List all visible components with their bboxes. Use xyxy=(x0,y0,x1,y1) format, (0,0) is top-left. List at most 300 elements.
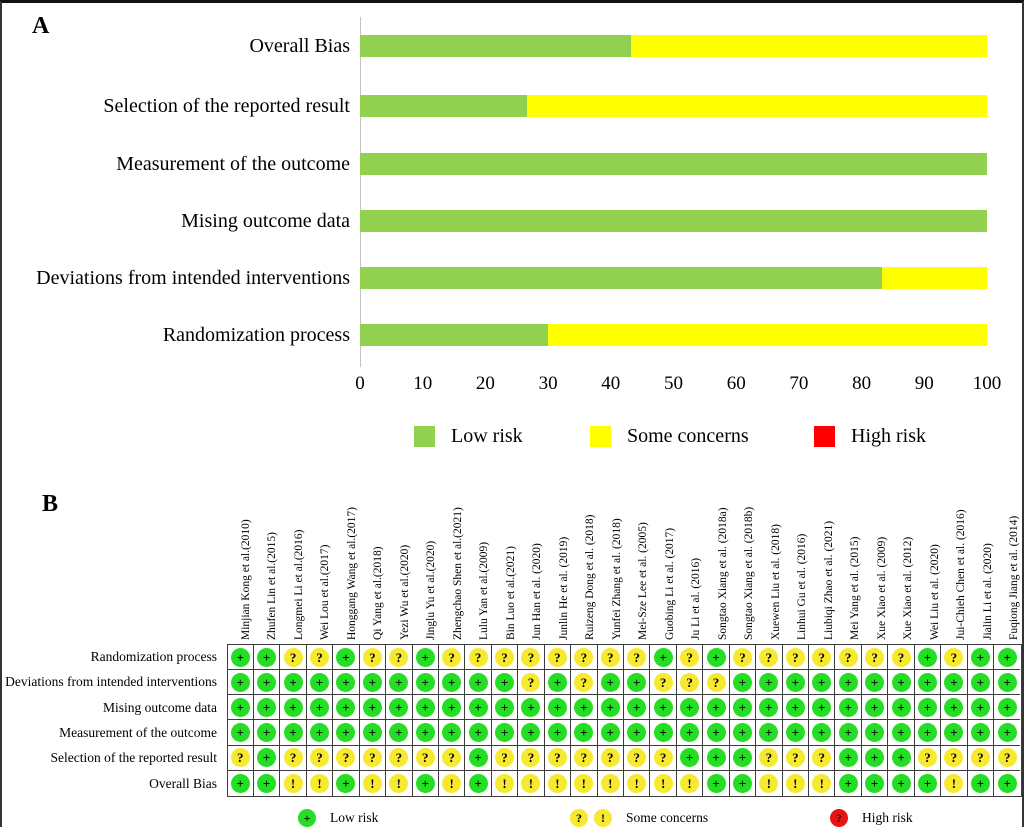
bar-segment-low-risk xyxy=(360,35,631,57)
grid-cell xyxy=(888,771,914,796)
grid-cell xyxy=(888,720,914,745)
grid-cell xyxy=(598,771,624,796)
grid-cell xyxy=(386,771,412,796)
low-risk-plus-circle: + xyxy=(865,698,884,717)
grid-cell xyxy=(439,670,465,695)
bar-segment-some-concerns xyxy=(548,324,987,346)
grid-cell xyxy=(968,746,994,771)
bar-row xyxy=(360,324,987,346)
some-concerns-question-circle: ? xyxy=(654,673,673,692)
x-axis-tick-label: 40 xyxy=(601,373,621,394)
grid-cell xyxy=(915,645,941,670)
study-column-header: Mei-Sze Lee et al. (2005) xyxy=(637,522,649,640)
study-column-header: Lulu Yan et al.(2009) xyxy=(478,541,490,640)
some-concerns-exclaim-circle: ! xyxy=(310,774,329,793)
grid-cell xyxy=(598,695,624,720)
some-concerns-question-circle: ? xyxy=(812,648,831,667)
some-concerns-question-circle: ? xyxy=(363,748,382,767)
low-risk-plus-circle: + xyxy=(680,698,699,717)
grid-cell xyxy=(518,695,544,720)
bar-row xyxy=(360,35,987,57)
x-axis-tick-label: 0 xyxy=(355,373,365,394)
study-column-header: Wei Lou et al.(2017) xyxy=(319,544,331,640)
grid-cell xyxy=(968,695,994,720)
panel-b-legend-item xyxy=(570,808,708,827)
low-risk-plus-circle: + xyxy=(654,648,673,667)
grid-cell xyxy=(677,645,703,670)
low-risk-plus-circle: + xyxy=(918,648,937,667)
grid-cell xyxy=(677,695,703,720)
some-concerns-question-circle: ? xyxy=(654,748,673,767)
x-axis-tick-label: 90 xyxy=(914,373,934,394)
study-column-header: Liubiqi Zhao et al. (2021) xyxy=(822,520,835,640)
panel-b-traffic-light-grid xyxy=(227,644,1022,797)
grid-cell xyxy=(835,670,861,695)
low-risk-plus-circle: + xyxy=(759,698,778,717)
low-risk-plus-circle: + xyxy=(786,673,805,692)
some-concerns-question-circle: ? xyxy=(574,648,593,667)
some-concerns-question-circle: ? xyxy=(389,748,408,767)
some-concerns-question-circle: ? xyxy=(521,748,540,767)
some-concerns-exclaim-circle: ! xyxy=(759,774,778,793)
grid-cell xyxy=(968,645,994,670)
panel-b-legend-circle: + xyxy=(298,809,316,827)
low-risk-plus-circle: + xyxy=(707,748,726,767)
grid-cell xyxy=(941,746,967,771)
low-risk-plus-circle: + xyxy=(839,673,858,692)
low-risk-plus-circle: + xyxy=(442,723,461,742)
some-concerns-question-circle: ? xyxy=(310,748,329,767)
low-risk-plus-circle: + xyxy=(865,748,884,767)
grid-cell xyxy=(413,670,439,695)
low-risk-plus-circle: + xyxy=(707,648,726,667)
grid-cell xyxy=(888,645,914,670)
low-risk-plus-circle: + xyxy=(839,774,858,793)
grid-cell xyxy=(492,720,518,745)
grid-cell xyxy=(280,645,306,670)
some-concerns-question-circle: ? xyxy=(680,673,699,692)
grid-cell xyxy=(703,746,729,771)
some-concerns-question-circle: ? xyxy=(707,673,726,692)
low-risk-plus-circle: + xyxy=(257,774,276,793)
grid-cell xyxy=(360,645,386,670)
some-concerns-question-circle: ? xyxy=(574,748,593,767)
grid-cell xyxy=(756,695,782,720)
grid-cell xyxy=(228,771,254,796)
low-risk-plus-circle: + xyxy=(707,698,726,717)
some-concerns-exclaim-circle: ! xyxy=(363,774,382,793)
panel-b-legend-label: High risk xyxy=(862,810,913,825)
panel-a-legend-label: Low risk xyxy=(451,424,523,447)
grid-cell xyxy=(783,746,809,771)
grid-cell xyxy=(413,771,439,796)
low-risk-plus-circle: + xyxy=(416,673,435,692)
some-concerns-question-circle: ? xyxy=(495,648,514,667)
grid-cell xyxy=(941,695,967,720)
grid-cell xyxy=(994,670,1020,695)
low-risk-plus-circle: + xyxy=(998,648,1017,667)
low-risk-plus-circle: + xyxy=(548,698,567,717)
low-risk-plus-circle: + xyxy=(469,698,488,717)
some-risk-swatch xyxy=(590,426,611,447)
low-risk-plus-circle: + xyxy=(601,723,620,742)
low-risk-plus-circle: + xyxy=(918,698,937,717)
low-risk-plus-circle: + xyxy=(495,698,514,717)
grid-cell xyxy=(835,695,861,720)
study-column-header: Zhengchao Shen et al.(2021) xyxy=(451,507,464,640)
low-risk-plus-circle: + xyxy=(469,673,488,692)
low-risk-plus-circle: + xyxy=(389,673,408,692)
grid-cell xyxy=(809,720,835,745)
some-concerns-question-circle: ? xyxy=(310,648,329,667)
low-risk-plus-circle: + xyxy=(627,673,646,692)
low-risk-plus-circle: + xyxy=(336,774,355,793)
some-concerns-exclaim-circle: ! xyxy=(654,774,673,793)
grid-cell xyxy=(545,670,571,695)
low-risk-plus-circle: + xyxy=(918,774,937,793)
low-risk-plus-circle: + xyxy=(998,698,1017,717)
grid-cell xyxy=(360,771,386,796)
grid-cell xyxy=(465,746,491,771)
low-risk-plus-circle: + xyxy=(918,673,937,692)
grid-cell xyxy=(413,695,439,720)
grid-cell xyxy=(571,670,597,695)
grid-cell xyxy=(756,645,782,670)
grid-cell xyxy=(783,695,809,720)
some-concerns-exclaim-circle: ! xyxy=(627,774,646,793)
grid-cell xyxy=(809,746,835,771)
some-concerns-question-circle: ? xyxy=(998,748,1017,767)
study-column-header: Jinglu Yu et al.(2020) xyxy=(425,540,437,640)
some-concerns-question-circle: ? xyxy=(231,748,250,767)
low-risk-plus-circle: + xyxy=(336,698,355,717)
grid-cell xyxy=(413,746,439,771)
study-column-header: Ruizeng Dong et al. (2018) xyxy=(584,514,596,640)
some-concerns-question-circle: ? xyxy=(786,648,805,667)
some-concerns-question-circle: ? xyxy=(759,648,778,667)
low-risk-plus-circle: + xyxy=(442,698,461,717)
domain-row-label: Selection of the reported result xyxy=(50,750,217,766)
grid-cell xyxy=(783,645,809,670)
low-risk-plus-circle: + xyxy=(627,698,646,717)
low-risk-plus-circle: + xyxy=(839,698,858,717)
grid-cell xyxy=(994,771,1020,796)
low-risk-plus-circle: + xyxy=(839,748,858,767)
grid-cell xyxy=(280,695,306,720)
grid-cell xyxy=(307,695,333,720)
grid-cell xyxy=(730,720,756,745)
panel-b-legend-item xyxy=(298,808,378,827)
grid-cell xyxy=(598,720,624,745)
low-risk-plus-circle: + xyxy=(284,723,303,742)
grid-cell xyxy=(360,720,386,745)
low-risk-plus-circle: + xyxy=(865,723,884,742)
grid-cell xyxy=(254,746,280,771)
study-column-header: Fuqiong Jiang et al. (2014) xyxy=(1008,515,1020,640)
grid-cell xyxy=(492,695,518,720)
low-risk-plus-circle: + xyxy=(971,673,990,692)
some-concerns-question-circle: ? xyxy=(284,748,303,767)
high-risk-swatch xyxy=(814,426,835,447)
some-concerns-question-circle: ? xyxy=(601,648,620,667)
x-axis-tick-label: 20 xyxy=(475,373,495,394)
study-column-header: Songtao Xiang et al. (2018a) xyxy=(716,507,729,640)
grid-cell xyxy=(280,720,306,745)
low-risk-plus-circle: + xyxy=(759,673,778,692)
low-risk-plus-circle: + xyxy=(812,723,831,742)
grid-cell xyxy=(465,695,491,720)
some-concerns-question-circle: ? xyxy=(574,673,593,692)
grid-cell xyxy=(492,670,518,695)
study-column-header: Xue Xiao et al. (2012) xyxy=(902,536,914,640)
low-risk-plus-circle: + xyxy=(521,723,540,742)
grid-cell xyxy=(862,720,888,745)
grid-cell xyxy=(650,771,676,796)
grid-cell xyxy=(571,720,597,745)
some-concerns-question-circle: ? xyxy=(548,648,567,667)
low-risk-plus-circle: + xyxy=(707,723,726,742)
grid-cell xyxy=(756,771,782,796)
grid-cell xyxy=(835,645,861,670)
grid-cell xyxy=(360,746,386,771)
grid-cell xyxy=(386,670,412,695)
grid-cell xyxy=(994,695,1020,720)
grid-cell xyxy=(492,771,518,796)
grid-cell xyxy=(545,746,571,771)
study-column-header: Qi Yang et al.(2018) xyxy=(372,546,384,640)
grid-cell xyxy=(677,771,703,796)
study-column-header: Junlin He et al. (2019) xyxy=(557,536,570,640)
domain-row-label: Overall Bias xyxy=(149,775,217,791)
grid-cell xyxy=(650,695,676,720)
grid-cell xyxy=(598,645,624,670)
low-risk-plus-circle: + xyxy=(416,723,435,742)
low-risk-plus-circle: + xyxy=(892,748,911,767)
low-risk-plus-circle: + xyxy=(310,673,329,692)
grid-cell xyxy=(756,720,782,745)
low-risk-plus-circle: + xyxy=(601,698,620,717)
grid-cell xyxy=(571,695,597,720)
grid-cell xyxy=(545,771,571,796)
grid-cell xyxy=(941,670,967,695)
low-risk-plus-circle: + xyxy=(680,748,699,767)
some-concerns-question-circle: ? xyxy=(442,748,461,767)
grid-cell xyxy=(439,695,465,720)
grid-cell xyxy=(598,670,624,695)
low-risk-plus-circle: + xyxy=(733,748,752,767)
low-risk-plus-circle: + xyxy=(812,698,831,717)
grid-cell xyxy=(333,746,359,771)
study-column-header: Mei Yang et al. (2015) xyxy=(849,536,861,640)
bar-segment-low-risk xyxy=(360,153,987,175)
low-risk-plus-circle: + xyxy=(469,723,488,742)
study-column-header: Linhui Gu et al. (2016) xyxy=(796,533,808,640)
grid-cell xyxy=(915,695,941,720)
low-risk-plus-circle: + xyxy=(257,648,276,667)
grid-cell xyxy=(228,695,254,720)
panel-a-label: A xyxy=(32,13,50,39)
grid-cell xyxy=(624,720,650,745)
low-risk-plus-circle: + xyxy=(971,723,990,742)
some-concerns-question-circle: ? xyxy=(812,748,831,767)
grid-cell xyxy=(439,720,465,745)
grid-cell xyxy=(862,746,888,771)
low-risk-plus-circle: + xyxy=(231,774,250,793)
low-risk-plus-circle: + xyxy=(733,698,752,717)
panel-b-label: B xyxy=(42,491,59,517)
bar-segment-low-risk xyxy=(360,267,882,289)
some-concerns-exclaim-circle: ! xyxy=(521,774,540,793)
low-risk-plus-circle: + xyxy=(416,774,435,793)
bar-category-label: Selection of the reported result xyxy=(103,95,350,117)
some-concerns-exclaim-circle: ! xyxy=(389,774,408,793)
bar-category-label: Deviations from intended interventions xyxy=(36,267,350,289)
low-risk-plus-circle: + xyxy=(310,698,329,717)
bar-category-label: Mising outcome data xyxy=(181,210,350,232)
low-risk-plus-circle: + xyxy=(892,698,911,717)
grid-cell xyxy=(254,645,280,670)
grid-cell xyxy=(280,746,306,771)
grid-cell xyxy=(571,771,597,796)
grid-cell xyxy=(518,746,544,771)
grid-cell xyxy=(703,771,729,796)
panel-a-legend-item xyxy=(414,424,523,448)
grid-cell xyxy=(307,746,333,771)
some-concerns-question-circle: ? xyxy=(759,748,778,767)
study-column-header: Zhufen Lin et al.(2015) xyxy=(266,532,278,640)
low-risk-plus-circle: + xyxy=(971,648,990,667)
low-risk-plus-circle: + xyxy=(257,723,276,742)
low-risk-plus-circle: + xyxy=(257,698,276,717)
low-risk-plus-circle: + xyxy=(469,774,488,793)
panel-b-legend-circle: ? xyxy=(570,809,588,827)
grid-cell xyxy=(333,720,359,745)
low-risk-plus-circle: + xyxy=(231,698,250,717)
grid-cell xyxy=(809,645,835,670)
grid-cell xyxy=(228,720,254,745)
low-risk-plus-circle: + xyxy=(363,723,382,742)
low-risk-plus-circle: + xyxy=(865,774,884,793)
some-concerns-question-circle: ? xyxy=(469,648,488,667)
study-column-header: Minjian Kong et al.(2010) xyxy=(239,519,252,640)
study-column-header: Bin Luo et al.(2021) xyxy=(504,546,517,640)
study-column-header: Wei Liu et al. (2020) xyxy=(928,544,941,640)
grid-cell xyxy=(941,771,967,796)
grid-cell xyxy=(360,670,386,695)
low-risk-plus-circle: + xyxy=(812,673,831,692)
some-concerns-question-circle: ? xyxy=(495,748,514,767)
grid-cell xyxy=(994,746,1020,771)
grid-cell xyxy=(492,746,518,771)
some-concerns-question-circle: ? xyxy=(918,748,937,767)
grid-cell xyxy=(888,695,914,720)
panel-b-legend-item xyxy=(830,808,913,827)
low-risk-plus-circle: + xyxy=(257,673,276,692)
bar-row xyxy=(360,210,987,232)
study-column-header: Jun Han et al. (2020) xyxy=(531,543,543,640)
domain-row-label: Mising outcome data xyxy=(103,699,217,715)
grid-cell xyxy=(228,670,254,695)
grid-cell xyxy=(783,670,809,695)
grid-cell xyxy=(677,746,703,771)
grid-cell xyxy=(862,771,888,796)
grid-cell xyxy=(915,670,941,695)
grid-cell xyxy=(571,746,597,771)
grid-cell xyxy=(386,695,412,720)
bar-category-label: Overall Bias xyxy=(249,35,350,57)
panel-a-legend-item xyxy=(814,424,926,448)
study-column-header: Guobing Li et al. (2017) xyxy=(663,527,676,640)
low-risk-plus-circle: + xyxy=(231,648,250,667)
grid-cell xyxy=(941,645,967,670)
grid-cell xyxy=(650,670,676,695)
some-concerns-question-circle: ? xyxy=(601,748,620,767)
grid-cell xyxy=(650,746,676,771)
grid-cell xyxy=(730,670,756,695)
grid-cell xyxy=(624,771,650,796)
low-risk-plus-circle: + xyxy=(944,673,963,692)
panel-b-legend-circle: ! xyxy=(594,809,612,827)
grid-cell xyxy=(518,771,544,796)
low-risk-plus-circle: + xyxy=(707,774,726,793)
x-axis-tick-label: 80 xyxy=(852,373,872,394)
low-risk-plus-circle: + xyxy=(548,723,567,742)
study-column-header: Xue Xiao et al. (2009) xyxy=(875,536,888,640)
low-risk-plus-circle: + xyxy=(389,698,408,717)
low-risk-plus-circle: + xyxy=(839,723,858,742)
grid-cell xyxy=(333,695,359,720)
bar-category-label: Measurement of the outcome xyxy=(116,153,350,175)
grid-cell xyxy=(465,645,491,670)
panel-b-legend-label: Low risk xyxy=(330,810,379,825)
low-risk-plus-circle: + xyxy=(495,673,514,692)
low-risk-plus-circle: + xyxy=(998,723,1017,742)
low-risk-plus-circle: + xyxy=(416,698,435,717)
some-concerns-question-circle: ? xyxy=(971,748,990,767)
grid-cell xyxy=(518,670,544,695)
grid-cell xyxy=(835,720,861,745)
grid-cell xyxy=(333,670,359,695)
grid-cell xyxy=(703,695,729,720)
grid-cell xyxy=(280,670,306,695)
grid-cell xyxy=(862,695,888,720)
grid-cell xyxy=(783,771,809,796)
grid-cell xyxy=(333,771,359,796)
some-concerns-question-circle: ? xyxy=(944,648,963,667)
some-concerns-question-circle: ? xyxy=(284,648,303,667)
some-concerns-question-circle: ? xyxy=(548,748,567,767)
x-axis-tick-label: 100 xyxy=(972,373,1002,394)
low-risk-plus-circle: + xyxy=(257,748,276,767)
grid-cell xyxy=(386,746,412,771)
low-risk-plus-circle: + xyxy=(548,673,567,692)
study-column-header: Honggang Wang et al.(2017) xyxy=(345,507,358,640)
domain-row-label: Measurement of the outcome xyxy=(59,725,217,740)
grid-cell xyxy=(730,746,756,771)
grid-cell xyxy=(545,695,571,720)
low-risk-plus-circle: + xyxy=(944,698,963,717)
grid-cell xyxy=(994,720,1020,745)
grid-cell xyxy=(624,746,650,771)
some-concerns-exclaim-circle: ! xyxy=(786,774,805,793)
low-risk-plus-circle: + xyxy=(336,723,355,742)
low-risk-plus-circle: + xyxy=(654,723,673,742)
some-concerns-exclaim-circle: ! xyxy=(574,774,593,793)
low-risk-plus-circle: + xyxy=(521,698,540,717)
low-risk-plus-circle: + xyxy=(786,723,805,742)
some-concerns-exclaim-circle: ! xyxy=(284,774,303,793)
grid-cell xyxy=(333,645,359,670)
